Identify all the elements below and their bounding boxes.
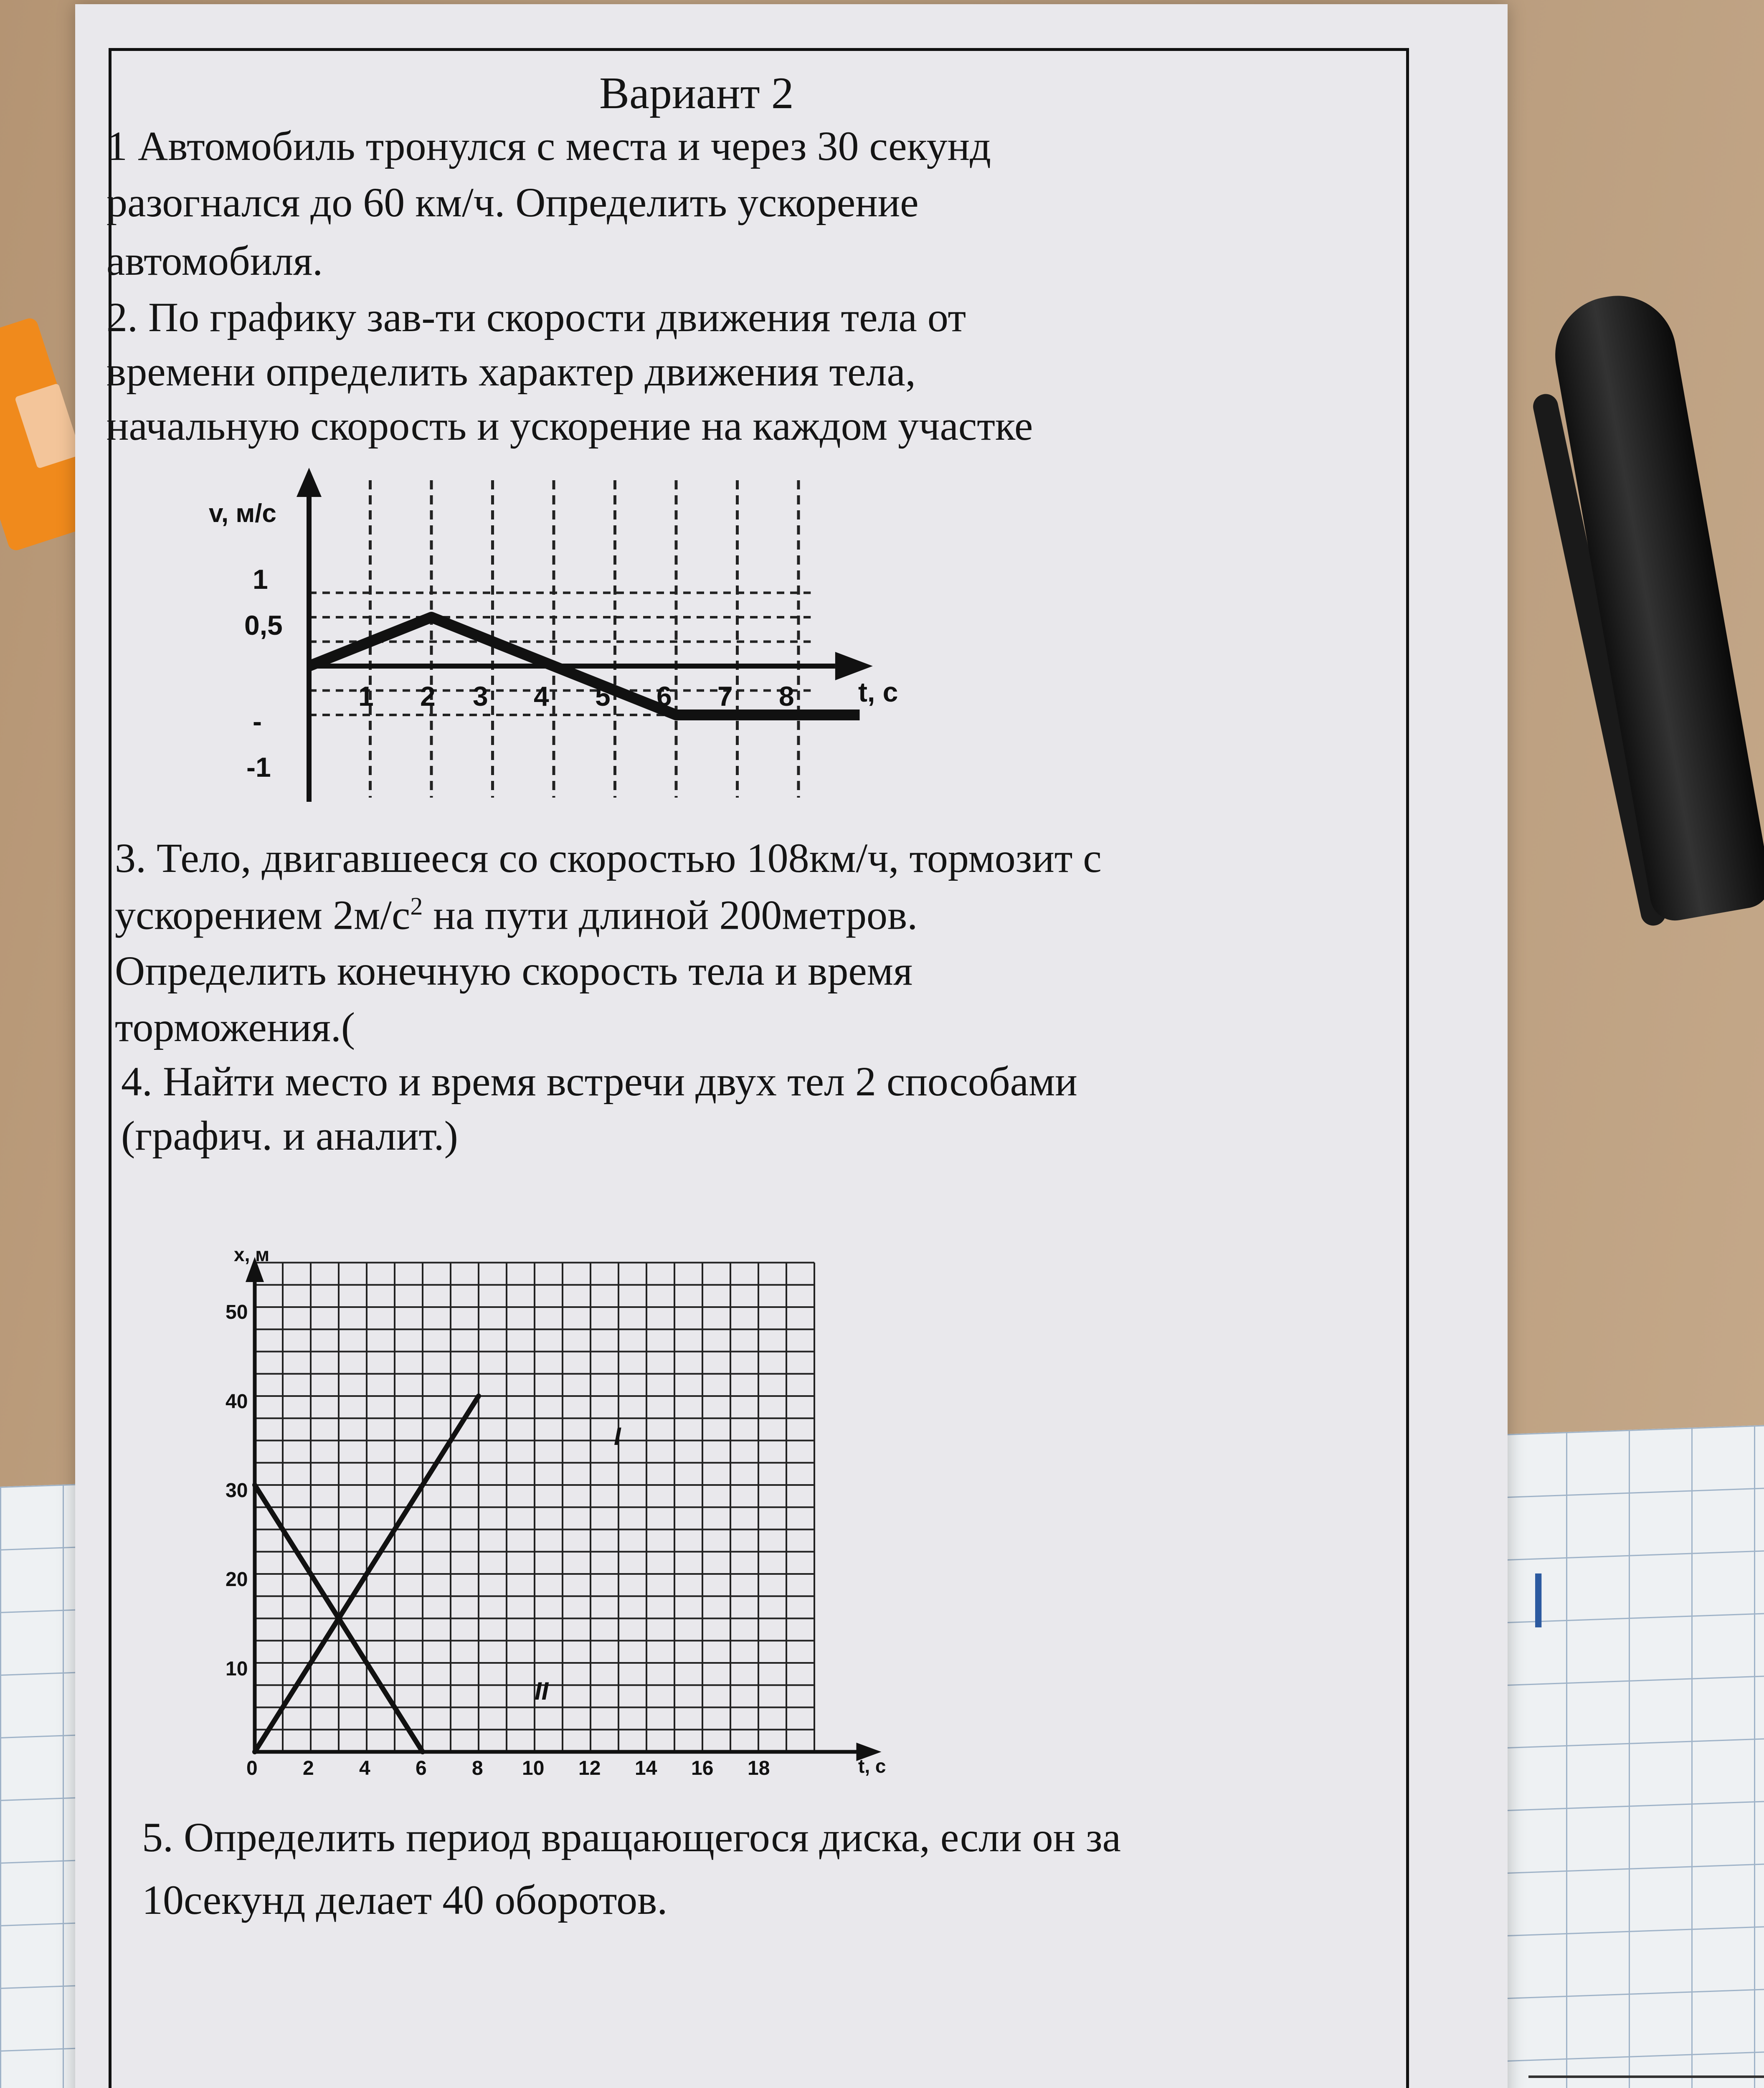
task2-line2: времени определить характер движения тела, xyxy=(106,348,916,395)
task2-line1: 2. По графику зав-ти скорости движения тела от xyxy=(106,294,966,340)
position-y-tick-40: 40 xyxy=(226,1391,248,1413)
velocity-y-tick-dash: - xyxy=(253,706,262,737)
task3-line3: Определить конечную скорость тела и время xyxy=(115,948,913,994)
position-x-tick-16: 16 xyxy=(691,1757,714,1779)
velocity-y-tick-1: 1 xyxy=(253,564,268,595)
position-x-axis-label: t, c xyxy=(858,1755,886,1777)
task2-line3: начальную скорость и ускорение на каждом участке xyxy=(106,403,1033,449)
velocity-y-tick-0-5: 0,5 xyxy=(244,610,283,641)
position-x-tick-18: 18 xyxy=(748,1757,770,1779)
handwriting-right-mark: l xyxy=(1528,1562,1549,1645)
task5-line2: 10секунд делает 40 оборотов. xyxy=(142,1877,668,1923)
position-x-tick-4: 4 xyxy=(359,1757,370,1779)
position-x-tick-8: 8 xyxy=(472,1757,483,1779)
velocity-x-tick-1: 1 xyxy=(358,681,374,712)
task1-line1: 1 Автомобиль тронулся с места и через 30 секунд xyxy=(106,123,991,169)
task5-line1: 5. Определить период вращающегося диска, если он за xyxy=(142,1814,1121,1860)
velocity-x-tick-4: 4 xyxy=(534,681,549,712)
position-series-i-label: I xyxy=(614,1422,621,1450)
task3-line2-post: на пути длиной 200метров. xyxy=(423,892,918,938)
task4-line2: (графич. и аналит.) xyxy=(121,1112,458,1159)
position-y-tick-20: 20 xyxy=(226,1569,248,1591)
task3-line2 xyxy=(115,894,917,936)
task3-line1: 3. Тело, двигавшееся со скоростью 108км/ч, тормозит с xyxy=(115,835,1102,881)
velocity-x-tick-2: 2 xyxy=(420,681,436,712)
velocity-y-tick-minus1: -1 xyxy=(246,752,271,783)
position-x-tick-6: 6 xyxy=(416,1757,427,1779)
velocity-y-arrow xyxy=(297,468,322,497)
task3-line4: торможения.( xyxy=(115,1004,355,1050)
position-series-ii-label: II xyxy=(535,1677,549,1705)
position-x-tick-2: 2 xyxy=(303,1757,314,1779)
graph-paper-line xyxy=(1528,2075,1764,2078)
velocity-x-tick-7: 7 xyxy=(717,681,733,712)
position-x-tick-12: 12 xyxy=(578,1757,601,1779)
task3-line2-sup: 2 xyxy=(410,892,423,920)
task1-line2: разогнался до 60 км/ч. Определить ускорение xyxy=(106,179,919,226)
velocity-y-axis-label: v, м/c xyxy=(209,499,276,528)
position-x-tick-10: 10 xyxy=(522,1757,545,1779)
exam-sheet xyxy=(75,4,1508,2088)
task1-line3: автомобиля. xyxy=(106,238,323,284)
position-x-tick-0: 0 xyxy=(246,1757,258,1779)
position-x-tick-14: 14 xyxy=(635,1757,657,1779)
variant-title: Вариант 2 xyxy=(599,68,794,118)
velocity-x-axis-label: t, c xyxy=(858,677,898,707)
velocity-x-arrow xyxy=(835,652,873,680)
position-chart xyxy=(200,1228,1015,1812)
position-y-tick-30: 30 xyxy=(226,1480,248,1502)
velocity-x-tick-8: 8 xyxy=(779,681,794,712)
position-y-axis-label: x, м xyxy=(234,1244,270,1265)
position-y-tick-50: 50 xyxy=(226,1301,248,1323)
velocity-x-tick-6: 6 xyxy=(656,681,672,712)
velocity-x-tick-5: 5 xyxy=(595,681,611,712)
velocity-chart xyxy=(159,468,952,818)
task3-line2-pre: ускорением 2м/с xyxy=(115,892,411,938)
velocity-x-tick-3: 3 xyxy=(473,681,488,712)
task4-line1: 4. Найти место и время встречи двух тел 2 способами xyxy=(121,1058,1077,1105)
position-y-tick-10: 10 xyxy=(226,1658,248,1680)
